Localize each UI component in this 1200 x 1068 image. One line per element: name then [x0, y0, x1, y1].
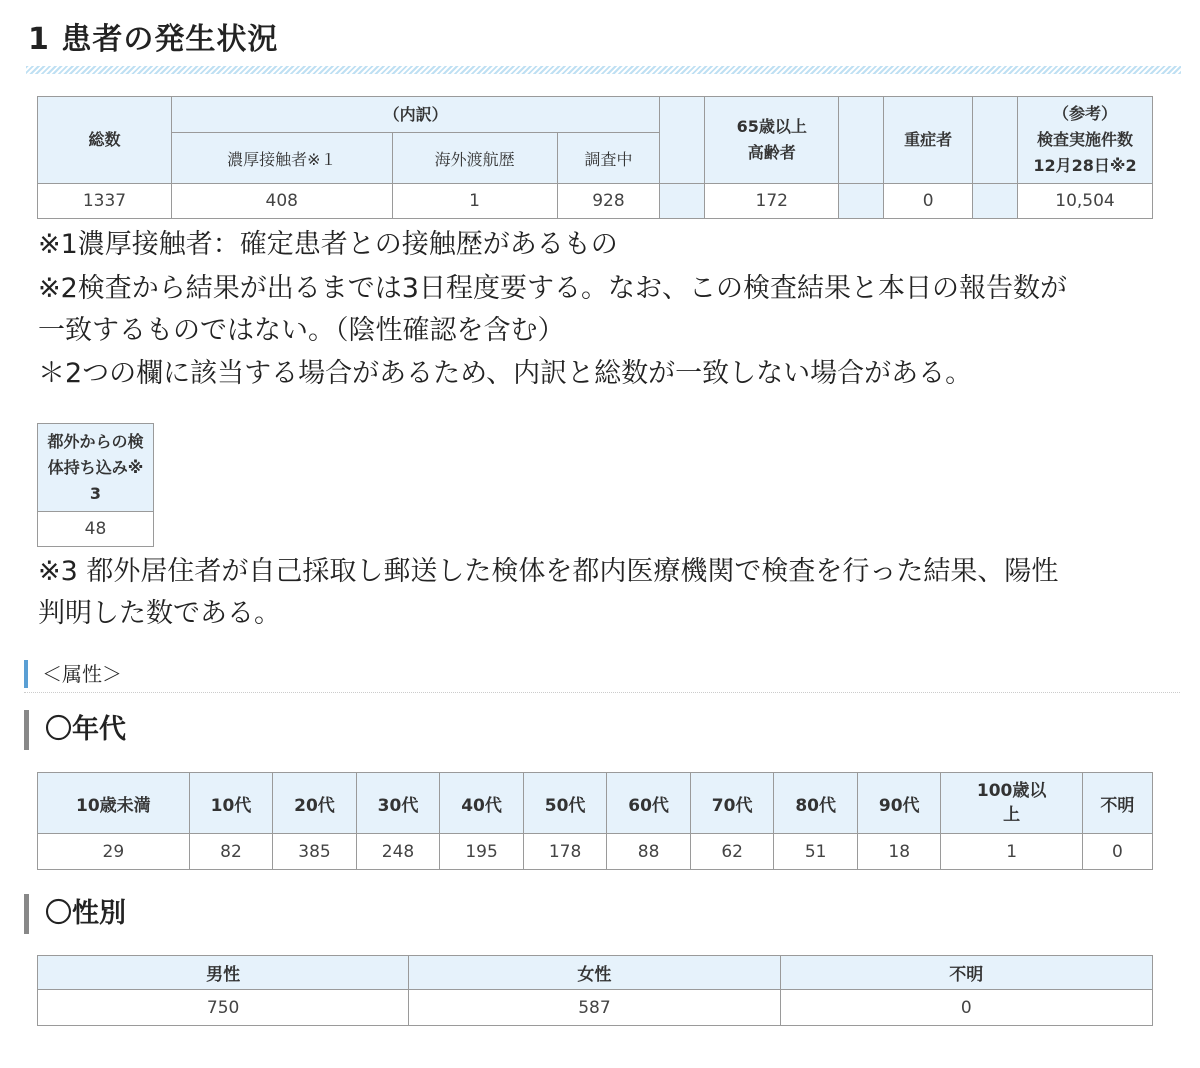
investigating-value: 928 — [557, 184, 660, 219]
attributes-heading: ＜属性＞ — [24, 660, 122, 688]
outside-header-line2: 体持ち込み※ — [47, 457, 144, 477]
outside-value: 48 — [38, 512, 154, 547]
outside-header — [38, 424, 154, 512]
age-value-cell: 62 — [690, 834, 774, 870]
sex-header-cell: 男性 — [38, 956, 409, 990]
age-header-cell: 90代 — [857, 773, 941, 834]
note-3-line2: 判明した数である。 — [38, 598, 281, 629]
spacer-cell — [973, 97, 1018, 184]
elderly-header-line1: 65歳以上 — [736, 117, 807, 136]
sex-value-cell: 750 — [38, 990, 409, 1026]
age-value-cell: 248 — [356, 834, 440, 870]
overseas-header: 海外渡航歴 — [392, 133, 557, 184]
age-value-cell: 88 — [607, 834, 691, 870]
tests-header-line2: 検査実施件数 — [1036, 130, 1133, 149]
outside-header-line3: 3 — [89, 483, 102, 503]
age-header-cell: 50代 — [523, 773, 607, 834]
age-value-cell: 195 — [440, 834, 524, 870]
elderly-value: 172 — [705, 184, 839, 219]
close-contact-header: 濃厚接触者※１ — [171, 133, 392, 184]
age-header-cell: 20代 — [273, 773, 357, 834]
note-2-line1: ※2検査から結果が出るまでは3日程度要する。なお、この検査結果と本日の報告数が — [38, 273, 1067, 304]
note-2-line2: 一致するものではない。（陰性確認を含む） — [38, 315, 565, 346]
breakdown-header: （内訳） — [171, 97, 660, 133]
age-header-cell: 70代 — [690, 773, 774, 834]
age-value-cell: 0 — [1082, 834, 1152, 870]
sex-table — [37, 955, 1153, 1026]
title-divider — [26, 66, 1181, 74]
spacer-cell — [839, 97, 884, 184]
age-heading: 〇年代 — [24, 710, 126, 750]
page-title: 1 患者の発生状況 — [28, 22, 279, 57]
close-contact-value: 408 — [171, 184, 392, 219]
age-header-cell: 40代 — [440, 773, 524, 834]
spacer-cell — [839, 184, 884, 219]
tests-header — [1018, 97, 1153, 184]
overseas-value: 1 — [392, 184, 557, 219]
outside-header-line1: 都外からの検 — [47, 431, 144, 451]
note-3-line1: ※3 都外居住者が自己採取し郵送した検体を都内医療機関で検査を行った結果、陽性 — [38, 556, 1059, 587]
tests-value: 10,504 — [1018, 184, 1153, 219]
spacer-cell — [660, 184, 705, 219]
sex-header-cell: 女性 — [409, 956, 780, 990]
age-value-cell: 385 — [273, 834, 357, 870]
age-value-cell: 1 — [941, 834, 1082, 870]
age-value-cell: 82 — [189, 834, 273, 870]
age-header-cell: 10歳未満 — [38, 773, 190, 834]
age-header-cell: 60代 — [607, 773, 691, 834]
outside-specimen-table — [37, 423, 154, 547]
total-header: 総数 — [38, 97, 172, 184]
age-header-100-line2: 上 — [1003, 805, 1021, 825]
investigating-header: 調査中 — [557, 133, 660, 184]
note-asterisk: ＊2つの欄に該当する場合があるため、内訳と総数が一致しない場合がある。 — [38, 358, 973, 389]
age-header-cell — [941, 773, 1082, 834]
elderly-header-line2: 高齢者 — [747, 143, 796, 162]
age-header-100-line1: 100歳以 — [976, 781, 1047, 801]
age-table — [37, 772, 1153, 870]
sex-heading: 〇性別 — [24, 894, 126, 934]
attributes-divider — [24, 692, 1180, 693]
age-value-cell: 51 — [774, 834, 858, 870]
note-1: ※1濃厚接触者：確定患者との接触歴があるもの — [38, 229, 618, 260]
severe-value: 0 — [884, 184, 973, 219]
summary-table — [37, 96, 1153, 219]
age-header-cell: 不明 — [1082, 773, 1152, 834]
age-header-cell: 30代 — [356, 773, 440, 834]
age-value-cell: 29 — [38, 834, 190, 870]
age-header-cell: 10代 — [189, 773, 273, 834]
age-value-cell: 18 — [857, 834, 941, 870]
sex-header-cell: 不明 — [780, 956, 1152, 990]
tests-header-line1: （参考） — [1052, 104, 1117, 123]
sex-value-cell: 587 — [409, 990, 780, 1026]
spacer-cell — [660, 97, 705, 184]
total-value: 1337 — [38, 184, 172, 219]
sex-value-cell: 0 — [780, 990, 1152, 1026]
age-value-cell: 178 — [523, 834, 607, 870]
spacer-cell — [973, 184, 1018, 219]
age-header-cell: 80代 — [774, 773, 858, 834]
severe-header: 重症者 — [884, 97, 973, 184]
elderly-header — [705, 97, 839, 184]
tests-header-line3: 12月28日※2 — [1033, 156, 1137, 175]
